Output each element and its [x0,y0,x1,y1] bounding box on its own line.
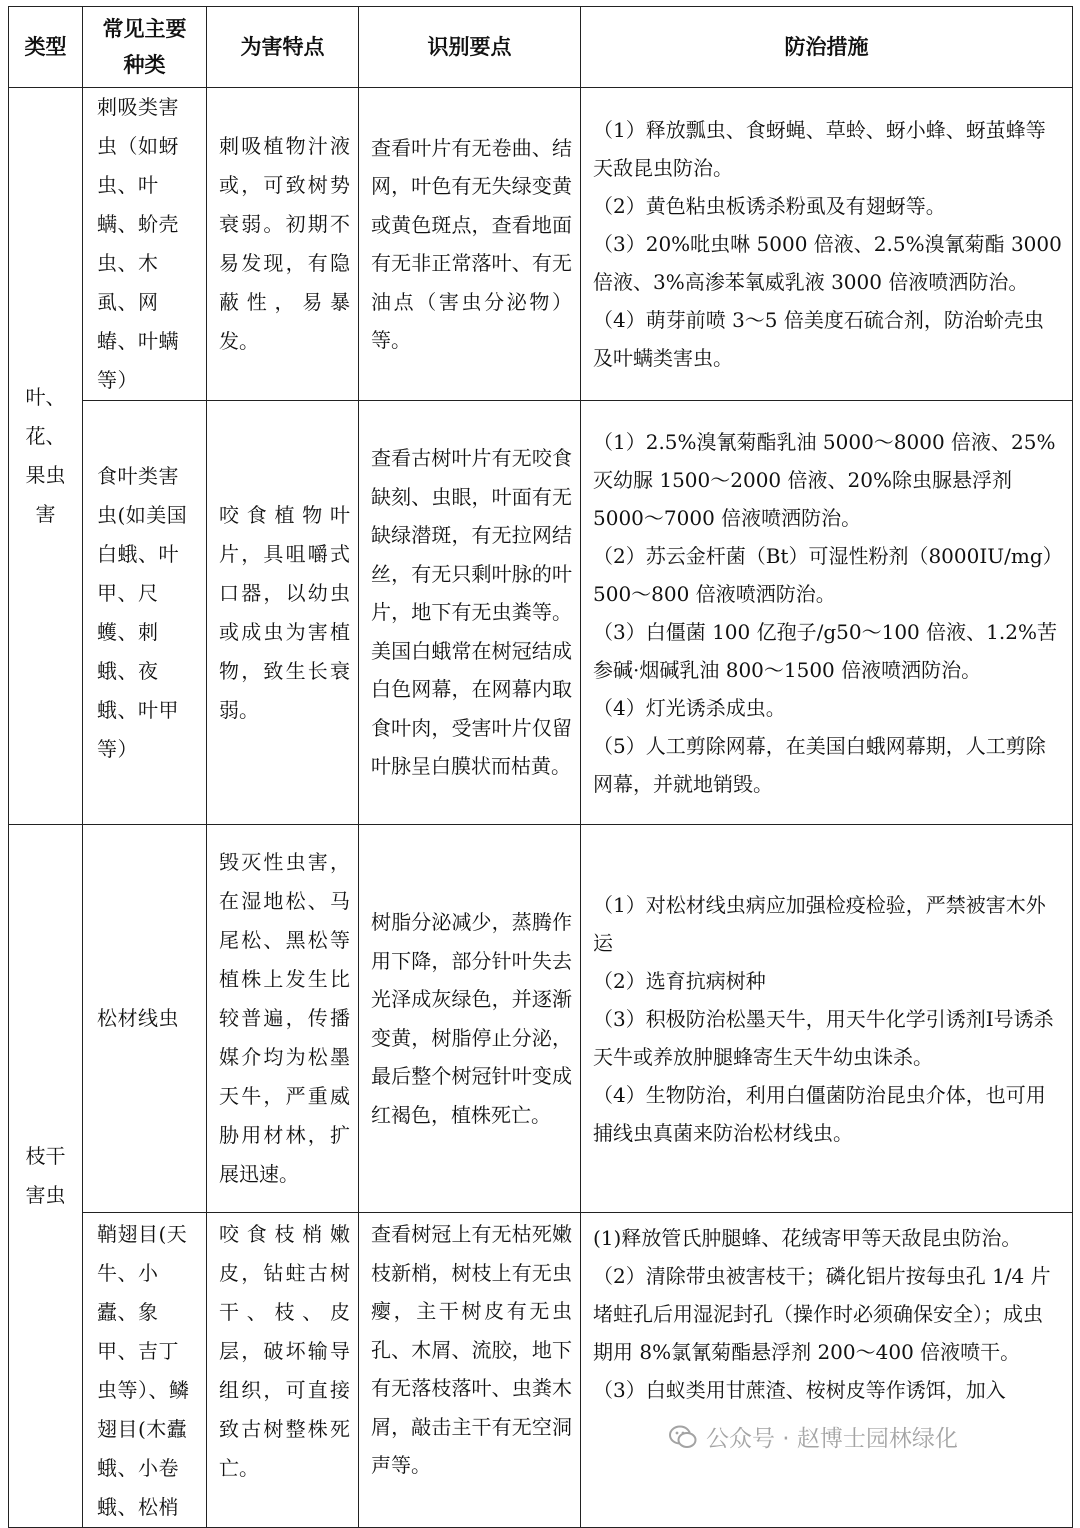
header-ident: 识别要点 [359,7,581,88]
cell-kind: 松材线虫 [83,825,207,1213]
header-harm: 为害特点 [207,7,359,88]
measure-item: (1)释放管氏肿腿蜂、花绒寄甲等天敌昆虫防治。 [593,1226,1022,1250]
table-row [9,401,1073,825]
header-row [9,7,1073,88]
cell-measures [581,1213,1073,1528]
cell-measures [581,825,1073,1213]
cell-kind: 食叶类害虫(如美国白蛾、叶甲、尺蠖、刺蛾、夜蛾、叶甲等） [83,401,207,825]
cell-measures [581,88,1073,401]
cell-kind: 鞘翅目(天牛、小蠹、象甲、吉丁虫等）、鳞翅目(木蠹蛾、小卷蛾、松梢 [83,1213,207,1528]
header-kind [83,7,207,88]
watermark [668,1420,958,1453]
cell-ident: 查看叶片有无卷曲、结网，叶色有无失绿变黄或黄色斑点，查看地面有无非正常落叶、有无油点（害虫分泌物）等。 [359,88,581,401]
measure-item: （1）2.5%溴氰菊酯乳油 5000～8000 倍液、25%灭幼脲 1500～2000 倍液、20%除虫脲悬浮剂 5000～7000 倍液喷洒防治。 [593,429,1056,530]
table-row [9,88,1073,401]
measure-item: （1）对松材线虫病应加强检疫检验，严禁被害木外运 [593,892,1046,955]
measure-item: （4）灯光诱杀成虫。 [593,695,786,720]
measure-item: （3）20%吡虫啉 5000 倍液、2.5%溴氰菊酯 3000 倍液、3%高渗苯氧威乳液 3000 倍液喷洒防治。 [593,232,1062,294]
header-kind-line1: 常见主要 [102,16,187,41]
cell-harm: 咬食枝梢嫩皮，钻蛀古树干、枝、皮层，破坏输导组织，可直接致古树整株死亡。 [207,1213,359,1528]
cell-ident: 查看树冠上有无枯死嫩枝新梢，树枝上有无虫瘿，主干树皮有无虫孔、木屑、流胶，地下有无落枝落叶、虫粪木屑，敲击主干有无空洞声等。 [359,1213,581,1528]
group-type-leaf: 叶、 花、 果虫 害 [9,88,83,825]
measure-item: （2）选育抗病树种 [593,968,766,993]
table-row [9,825,1073,1213]
watermark-text: 公众号 · 赵博士园林绿化 [706,1426,958,1452]
header-measures: 防治措施 [581,7,1073,88]
header-kind-line2: 种类 [123,52,166,77]
measure-item: （5）人工剪除网幕，在美国白蛾网幕期，人工剪除网幕，并就地销毁。 [593,733,1046,796]
cell-ident: 查看古树叶片有无咬食缺刻、虫眼，叶面有无缺绿潜斑，有无拉网结丝，有无只剩叶脉的叶片，地下有无虫粪等。美国白蛾常在树冠结成白色网幕，在网幕内取食叶肉，受害叶片仅留叶脉呈白膜状而枯黄。 [359,401,581,825]
table-row [9,1213,1073,1528]
measure-item: （4）生物防治，利用白僵菌防治昆虫介体，也可用捕线虫真菌来防治松材线虫。 [593,1082,1046,1145]
measure-item: （2）苏云金杆菌（Bt）可湿性粉剂（8000IU/mg）500～800 倍液喷洒防治。 [593,543,1053,606]
measure-item: （4）萌芽前喷 3～5 倍美度石硫合剂，防治蚧壳虫及叶螨类害虫。 [593,308,1044,370]
measure-item: （2）黄色粘虫板诱杀粉虱及有翅蚜等。 [593,194,946,218]
group-type-trunk: 枝干 害虫 [9,825,83,1528]
measure-item: （3）白僵菌 100 亿孢子/g50～100 倍液、1.2%苦参碱·烟碱乳油 800～1500 倍液喷洒防治。 [593,619,1057,682]
measure-item: （3）白蚁类用甘蔗渣、桉树皮等作诱饵，加入 [593,1378,1006,1402]
wechat-icon [668,1422,698,1452]
cell-harm: 咬食植物叶片，具咀嚼式口器，以幼虫或成虫为害植物，致生长衰弱。 [207,401,359,825]
cell-harm: 刺吸植物汁液或，可致树势衰弱。初期不易发现，有隐蔽性，易暴发。 [207,88,359,401]
pest-control-table [8,6,1073,1528]
cell-harm: 毁灭性虫害，在湿地松、马尾松、黑松等植株上发生比较普遍，传播媒介均为松墨天牛，严重威胁用材林，扩展迅速。 [207,825,359,1213]
cell-measures [581,401,1073,825]
measure-item: （3）积极防治松墨天牛，用天牛化学引诱剂I号诱杀天牛或养放肿腿蜂寄生天牛幼虫诛杀。 [593,1006,1054,1069]
cell-kind: 刺吸类害虫（如蚜虫、叶螨、蚧壳虫、木虱、网蝽、叶螨等） [83,88,207,401]
cell-ident: 树脂分泌减少，蒸腾作用下降，部分针叶失去光泽成灰绿色，并逐渐变黄，树脂停止分泌，最后整个树冠针叶变成红褐色，植株死亡。 [359,825,581,1213]
measure-item: （1）释放瓢虫、食蚜蝇、草蛉、蚜小蜂、蚜茧蜂等天敌昆虫防治。 [593,118,1046,180]
measure-item: （2）清除带虫被害枝干；磷化铝片按每虫孔 1/4 片堵蛀孔后用湿泥封孔（操作时必须确保安全）；成虫期用 8%氯氰菊酯悬浮剂 200～400 倍液喷干。 [593,1264,1051,1364]
header-type: 类型 [9,7,83,88]
